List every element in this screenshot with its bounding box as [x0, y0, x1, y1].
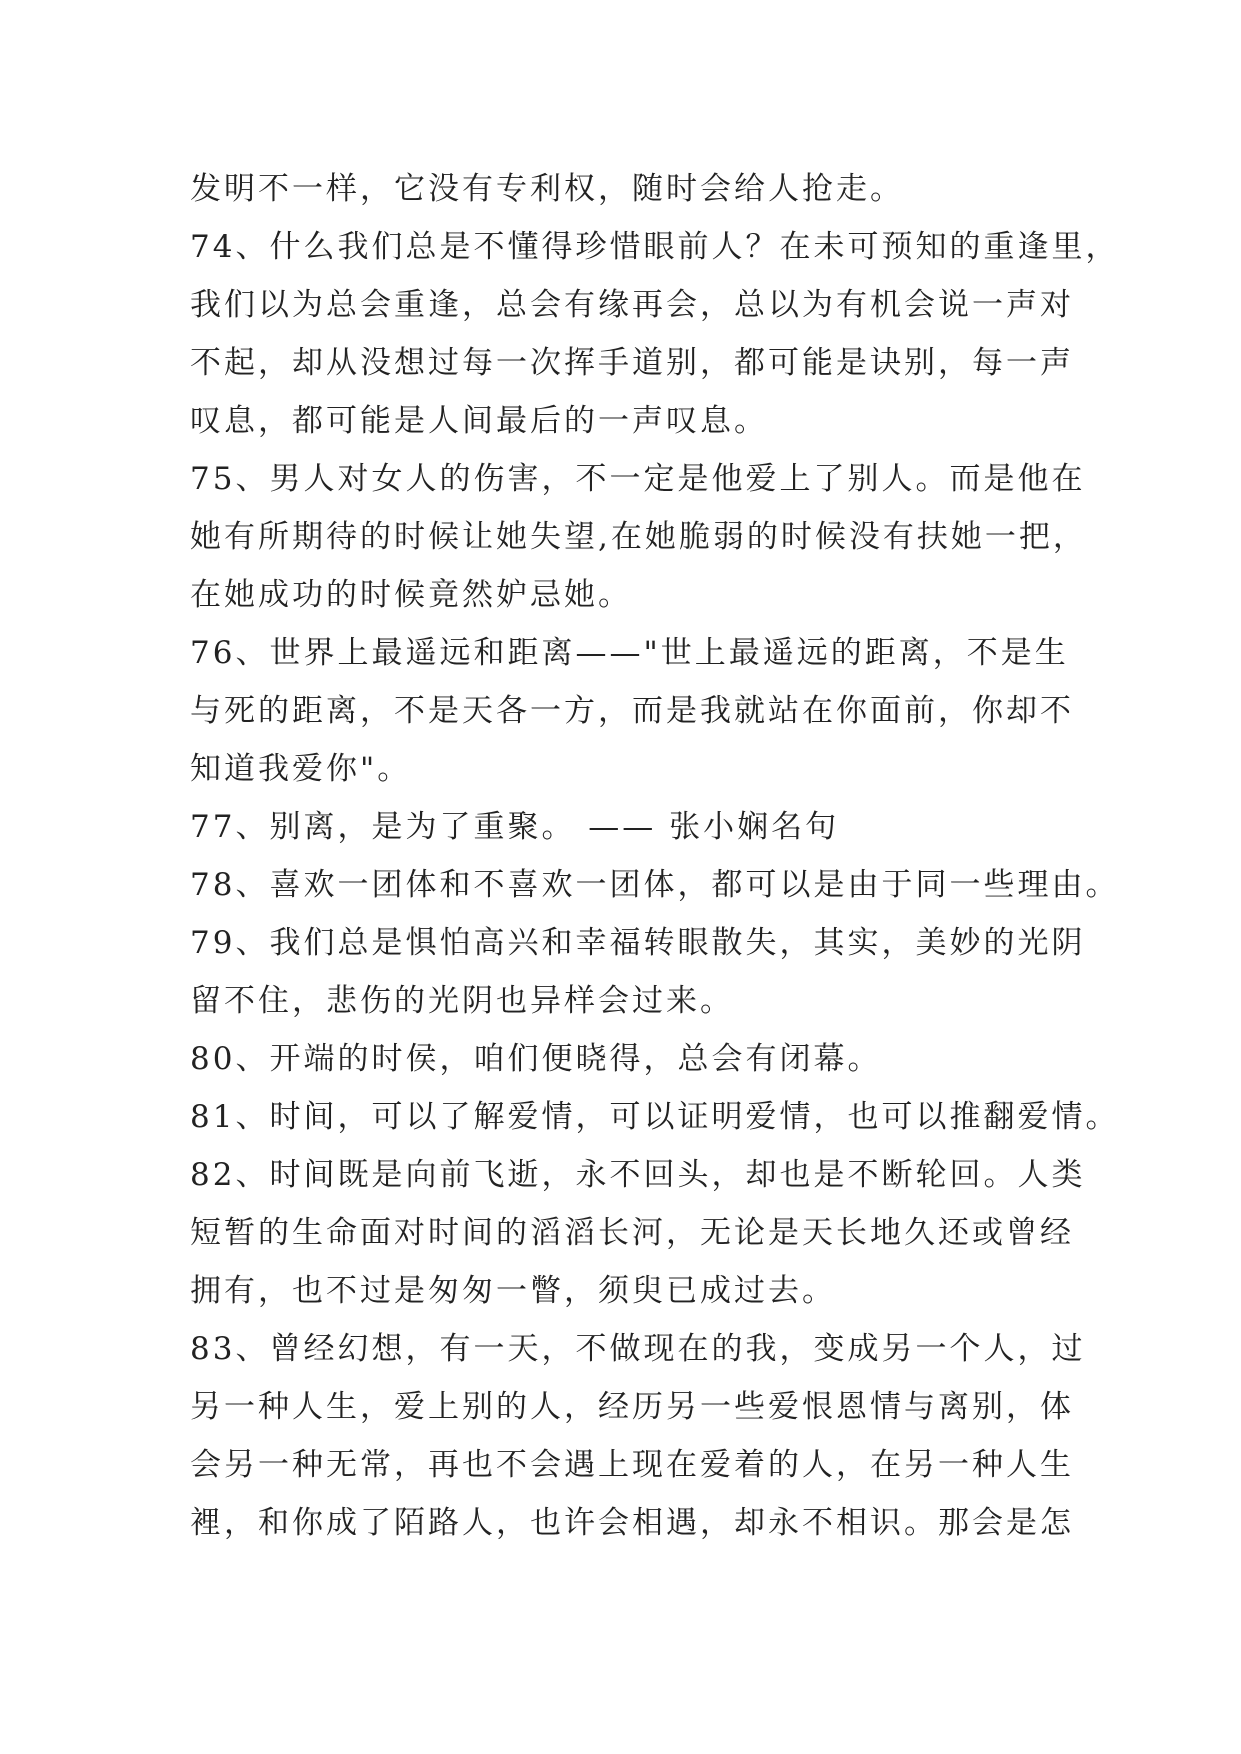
text-line: 另一种人生，爱上别的人，经历另一些爱恨恩情与离别，体 [190, 1389, 1074, 1425]
text-line: 79、我们总是惧怕高兴和幸福转眼散失，其实，美妙的光阴 [190, 925, 1086, 961]
text-line: 77、别离，是为了重聚。 —— 张小娴名句 [190, 809, 840, 845]
text-line: 短暂的生命面对时间的滔滔长河，无论是天长地久还或曾经 [190, 1215, 1074, 1251]
text-line: 叹息，都可能是人间最后的一声叹息。 [190, 403, 768, 439]
text-line: 我们以为总会重逢，总会有缘再会，总以为有机会说一声对 [190, 287, 1074, 323]
text-line: 80、开端的时侯，咱们便晓得，总会有闭幕。 [190, 1041, 882, 1077]
text-line: 75、男人对女人的伤害，不一定是他爱上了别人。而是他在 [190, 461, 1086, 497]
text-line: 76、世界上最遥远和距离——"世上最遥远的距离，不是生 [190, 635, 1069, 671]
text-line: 她有所期待的时候让她失望,在她脆弱的时候没有扶她一把， [190, 519, 1087, 555]
text-line: 不起，却从没想过每一次挥手道别，都可能是诀别，每一声 [190, 345, 1074, 381]
text-line: 74、什么我们总是不懂得珍惜眼前人？在未可预知的重逢里， [190, 229, 1120, 265]
text-line: 83、曾经幻想，有一天，不做现在的我，变成另一个人，过 [190, 1331, 1086, 1367]
text-line: 在她成功的时候竟然妒忌她。 [190, 577, 632, 613]
text-line: 82、时间既是向前飞逝，永不回头，却也是不断轮回。人类 [190, 1157, 1086, 1193]
text-line: 78、喜欢一团体和不喜欢一团体，都可以是由于同一些理由。 [190, 867, 1120, 903]
text-line: 知道我爱你"。 [190, 751, 412, 787]
text-line: 裡，和你成了陌路人，也许会相遇，却永不相识。那会是怎 [190, 1505, 1074, 1541]
text-line: 81、时间，可以了解爱情，可以证明爱情，也可以推翻爱情。 [190, 1099, 1120, 1135]
document-body [190, 160, 1120, 1552]
text-line: 留不住，悲伤的光阴也异样会过来。 [190, 983, 734, 1019]
text-line: 与死的距离，不是天各一方，而是我就站在你面前，你却不 [190, 693, 1074, 729]
text-line: 拥有，也不过是匆匆一瞥，须臾已成过去。 [190, 1273, 836, 1309]
text-line: 发明不一样，它没有专利权，随时会给人抢走。 [190, 171, 904, 207]
text-line: 会另一种无常，再也不会遇上现在爱着的人，在另一种人生 [190, 1447, 1074, 1483]
